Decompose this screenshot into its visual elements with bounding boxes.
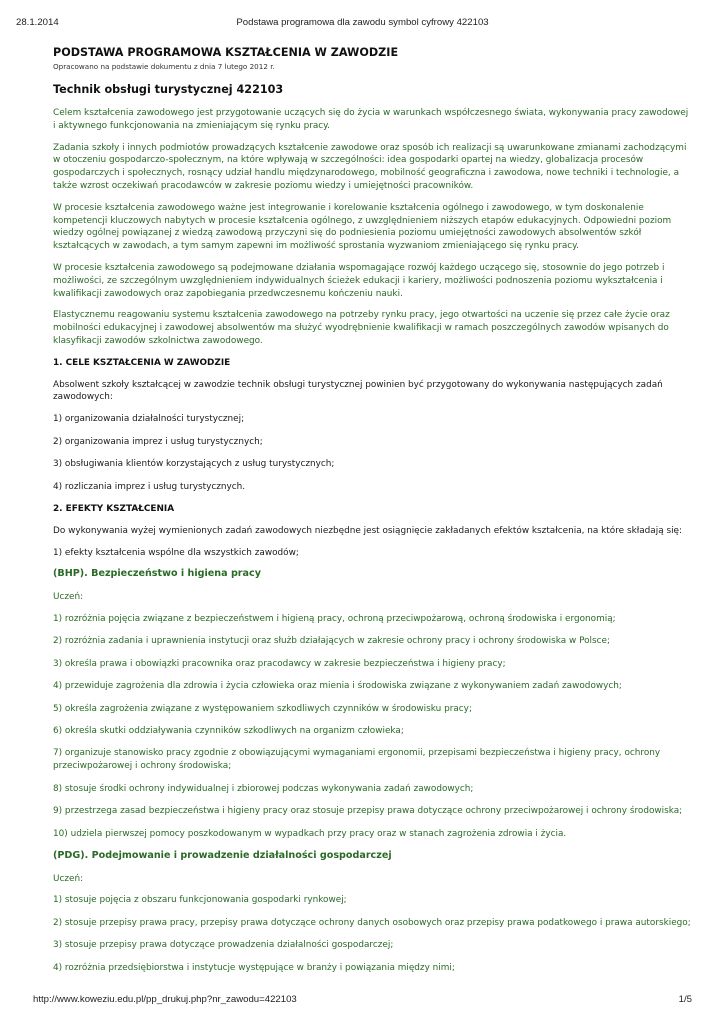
intro-paragraph: Celem kształcenia zawodowego jest przygotowanie uczących się do życia w warunkach współczesnego świata, wykonywania pracy zawodowej i aktywnego funkcjonowania na zmieniającym się rynku pracy.	[53, 108, 689, 131]
list-item: 8) stosuje środki ochrony indywidualnej i zbiorowej podczas wykonywania zadań zawodowych;	[53, 783, 474, 794]
list-item: 3) obsługiwania klientów korzystających z usług turystycznych;	[53, 459, 335, 470]
document-body	[53, 46, 693, 984]
list-item: 1) rozróżnia pojęcia związane z bezpieczeństwem i higieną pracy, ochroną przeciwpożarową, ochroną środowiska i ergonomią;	[53, 613, 616, 624]
bhp-student-label: Uczeń:	[53, 591, 84, 602]
print-date: 28.1.2014	[16, 17, 59, 28]
print-page-title: Podstawa programowa dla zawodu symbol cyfrowy 422103	[236, 17, 489, 28]
print-url: http://www.koweziu.edu.pl/pp_drukuj.php?nr_zawodu=422103	[33, 994, 297, 1005]
document-title: PODSTAWA PROGRAMOWA KSZTAŁCENIA W ZAWODZIE	[53, 46, 399, 59]
goals-list	[53, 413, 693, 493]
profession-title: Technik obsługi turystycznej 422103	[53, 83, 284, 96]
intro-paragraph: W procesie kształcenia zawodowego ważne jest integrowanie i korelowanie kształcenia ogólnego i zawodowego, w tym doskonalenie kompetencji kluczowych nabytych w procesie kształcenia ogólnego, z uwzględnieniem niższych etapów edukacyjnych. Odpowiedni poziom wiedzy ogólnej powiązanej z wiedzą zawodową przyczyni się do podniesienia poziomu umiejętności zawodowych absolwentów szkół kształcących w zawodach, a tym samym zapewni im możliwość sprostania wyzwaniom zmieniającego się rynku pracy.	[53, 202, 672, 252]
intro-paragraph: W procesie kształcenia zawodowego są podejmowane działania wspomagające rozwój każdego uczącego się, stosownie do jego potrzeb i możliwości, ze szczególnym uwzględnieniem indywidualnych ścieżek edukacji i kariery, możliwości podnoszenia poziomu wykształcenia i kwalifikacji zawodowych oraz zapobiegania przedwczesnemu kończeniu nauki.	[53, 262, 665, 299]
list-item: 3) stosuje przepisy prawa dotyczące prowadzenia działalności gospodarczej;	[53, 940, 394, 951]
list-item: 4) rozróżnia przedsiębiorstwa i instytucje występujące w branży i powiązania między nimi;	[53, 962, 455, 973]
list-item: 2) rozróżnia zadania i uprawnienia instytucji oraz służb działających w zakresie ochrony pracy i ochrony środowiska w Polsce;	[53, 636, 610, 647]
bhp-heading: (BHP). Bezpieczeństwo i higiena pracy	[53, 568, 261, 580]
document-subtitle: Opracowano na podstawie dokumentu z dnia 7 lutego 2012 r.	[53, 62, 275, 71]
list-item: 5) określa zagrożenia związane z występowaniem szkodliwych czynników w środowisku pracy;	[53, 703, 472, 714]
intro-paragraph: Elastycznemu reagowaniu systemu kształcenia zawodowego na potrzeby rynku pracy, jego otwartości na uczenie się przez całe życie oraz mobilności edukacyjnej i zawodowej absolwentów ma służyć wyodrębnienie kwalifikacji w ramach poszczególnych zawodów wpisanych do klasyfikacji zawodów szkolnictwa zawodowego.	[53, 310, 670, 346]
list-item: 3) określa prawa i obowiązki pracownika oraz pracodawcy w zakresie bezpieczeństwa i higieny pracy;	[53, 658, 506, 669]
list-item: 6) określa skutki oddziaływania czynników szkodliwych na organizm człowieka;	[53, 725, 404, 736]
print-footer	[0, 994, 725, 1006]
pdg-heading: (PDG). Podejmowanie i prowadzenie działalności gospodarczej	[53, 850, 392, 862]
goals-lead: Absolwent szkoły kształcącej w zawodzie technik obsługi turystycznej powinien być przygotowany do wykonywania następujących zadań zawodowych:	[53, 379, 663, 403]
page-number: 1/5	[678, 994, 692, 1005]
list-item: 10) udziela pierwszej pomocy poszkodowanym w wypadkach przy pracy oraz w stanach zagrożenia zdrowia i życia.	[53, 828, 567, 839]
list-item: 1) stosuje pojęcia z obszaru funkcjonowania gospodarki rynkowej;	[53, 895, 347, 906]
pdg-student-label: Uczeń:	[53, 873, 84, 884]
intro-paragraph: Zadania szkoły i innych podmiotów prowadzących kształcenie zawodowe oraz sposób ich realizacji są uwarunkowane zmianami zachodzącymi w otoczeniu gospodarczo-społecznym, na które wpływają w szczególności: idea gospodarki opartej na wiedzy, globalizacja procesów gospodarczych i społecznych, rosnący udział handlu międzynarodowego, mobilność geograficzna i zawodowa, nowe techniki i technologie, a także wzrost oczekiwań pracodawców w zakresie poziomu wiedzy i umiejętności pracowników.	[53, 142, 687, 191]
bhp-list	[53, 613, 693, 841]
list-item: 1) organizowania działalności turystycznej;	[53, 414, 245, 425]
pdg-list	[53, 894, 693, 974]
section-heading-goals: 1. CELE KSZTAŁCENIA W ZAWODZIE	[53, 357, 231, 368]
list-item: 4) przewiduje zagrożenia dla zdrowia i życia człowieka oraz mienia i środowiska związane z wykonywaniem zadań zawodowych;	[53, 681, 622, 692]
outcomes-lead: Do wykonywania wyżej wymienionych zadań zawodowych niezbędne jest osiągnięcie zakładanych efektów kształcenia, na które składają się:	[53, 525, 683, 536]
list-item: 4) rozliczania imprez i usług turystycznych.	[53, 481, 246, 492]
list-item: 9) przestrzega zasad bezpieczeństwa i higieny pracy oraz stosuje przepisy prawa dotyczące ochrony przeciwpożarowej i ochrony środowiska;	[53, 806, 683, 817]
list-item: 2) stosuje przepisy prawa pracy, przepisy prawa dotyczące ochrony danych osobowych oraz przepisy prawa podatkowego i prawa autorskiego;	[53, 917, 691, 928]
outcomes-item: 1) efekty kształcenia wspólne dla wszystkich zawodów;	[53, 547, 299, 558]
section-heading-outcomes: 2. EFEKTY KSZTAŁCENIA	[53, 504, 175, 515]
list-item: 2) organizowania imprez i usług turystycznych;	[53, 436, 263, 447]
list-item: 7) organizuje stanowisko pracy zgodnie z obowiązującymi wymaganiami ergonomii, przepisami bezpieczeństwa i higieny pracy, ochrony przeciwpożarowej i ochrony środowiska;	[53, 748, 661, 772]
print-header	[0, 17, 725, 29]
